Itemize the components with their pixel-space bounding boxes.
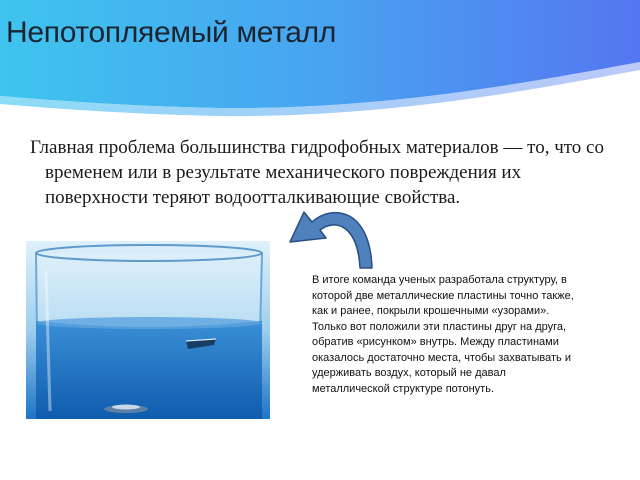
slide-title: Непотопляемый металл — [6, 16, 337, 49]
main-text: Главная проблема большинства гидрофобных материалов — то, что со временем или в результате механического повреждения их поверхности теряют водоотталкивающие свойства. — [30, 137, 604, 208]
side-text: В итоге команда ученых разработала структуру, в которой две металлические пластины точно также, как и ранее, покрыли крошечными «узорами». Только вот положили эти пластины друг на друга, обратив «рисунком» внутрь. Между пластинами оказалось достаточно места, чтобы захватывать и удерживать воздух, который не давал металлической структуре потонуть. — [312, 274, 574, 395]
curved-arrow-icon — [272, 206, 378, 274]
glass-water-image — [26, 241, 270, 419]
